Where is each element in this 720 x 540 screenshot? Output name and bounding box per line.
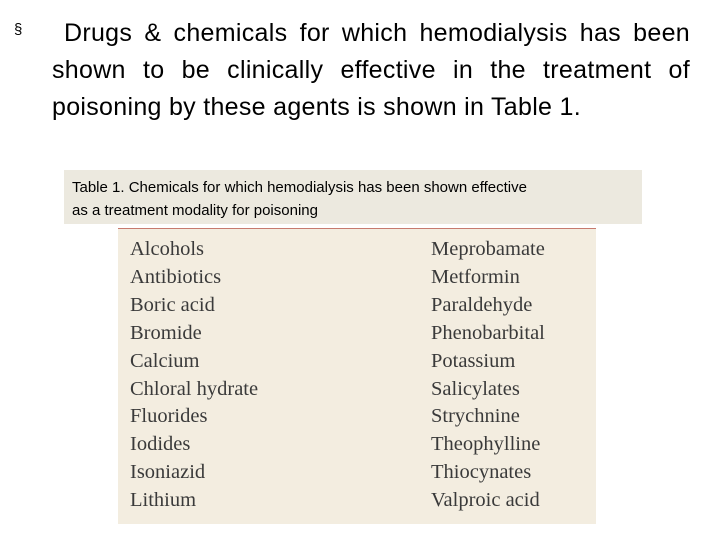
table-item: Alcohols (130, 238, 205, 260)
chemicals-table (118, 228, 596, 524)
table-item: Paraldehyde (431, 293, 533, 316)
table-item: Lithium (130, 489, 197, 512)
table-item: Potassium (431, 349, 516, 372)
table-left-column (130, 236, 258, 515)
table-item: Antibiotics (130, 265, 222, 288)
table-item: Calcium (130, 349, 200, 372)
bullet-marker: § (14, 21, 23, 38)
table-item: Phenobarbital (431, 321, 545, 344)
table-item: Isoniazid (130, 461, 206, 484)
table-item: Strychnine (431, 405, 520, 428)
table-item: Boric acid (130, 293, 215, 316)
table-item: Iodides (130, 433, 191, 456)
table-item: Valproic acid (431, 489, 540, 512)
bullet-paragraph: Drugs & chemicals for which hemodialysis has been shown to be clinically effective in the treatment of poisoning by these agents is shown in Table 1. (52, 19, 690, 121)
table-item: Fluorides (130, 405, 208, 428)
table-item: Theophylline (431, 433, 541, 456)
table-item: Bromide (130, 321, 202, 344)
table-item: Salicylates (431, 377, 520, 400)
table-item: Thiocynates (431, 461, 532, 484)
table-caption (64, 170, 642, 224)
table-caption-line-1: Table 1. Chemicals for which hemodialysis has been shown effective (72, 179, 527, 196)
table-item: Metformin (431, 265, 520, 288)
table-item: Chloral hydrate (130, 377, 259, 400)
table-right-column (431, 236, 545, 515)
table-item: Meprobamate (431, 238, 545, 260)
table-caption-line-2: as a treatment modality for poisoning (72, 202, 318, 219)
